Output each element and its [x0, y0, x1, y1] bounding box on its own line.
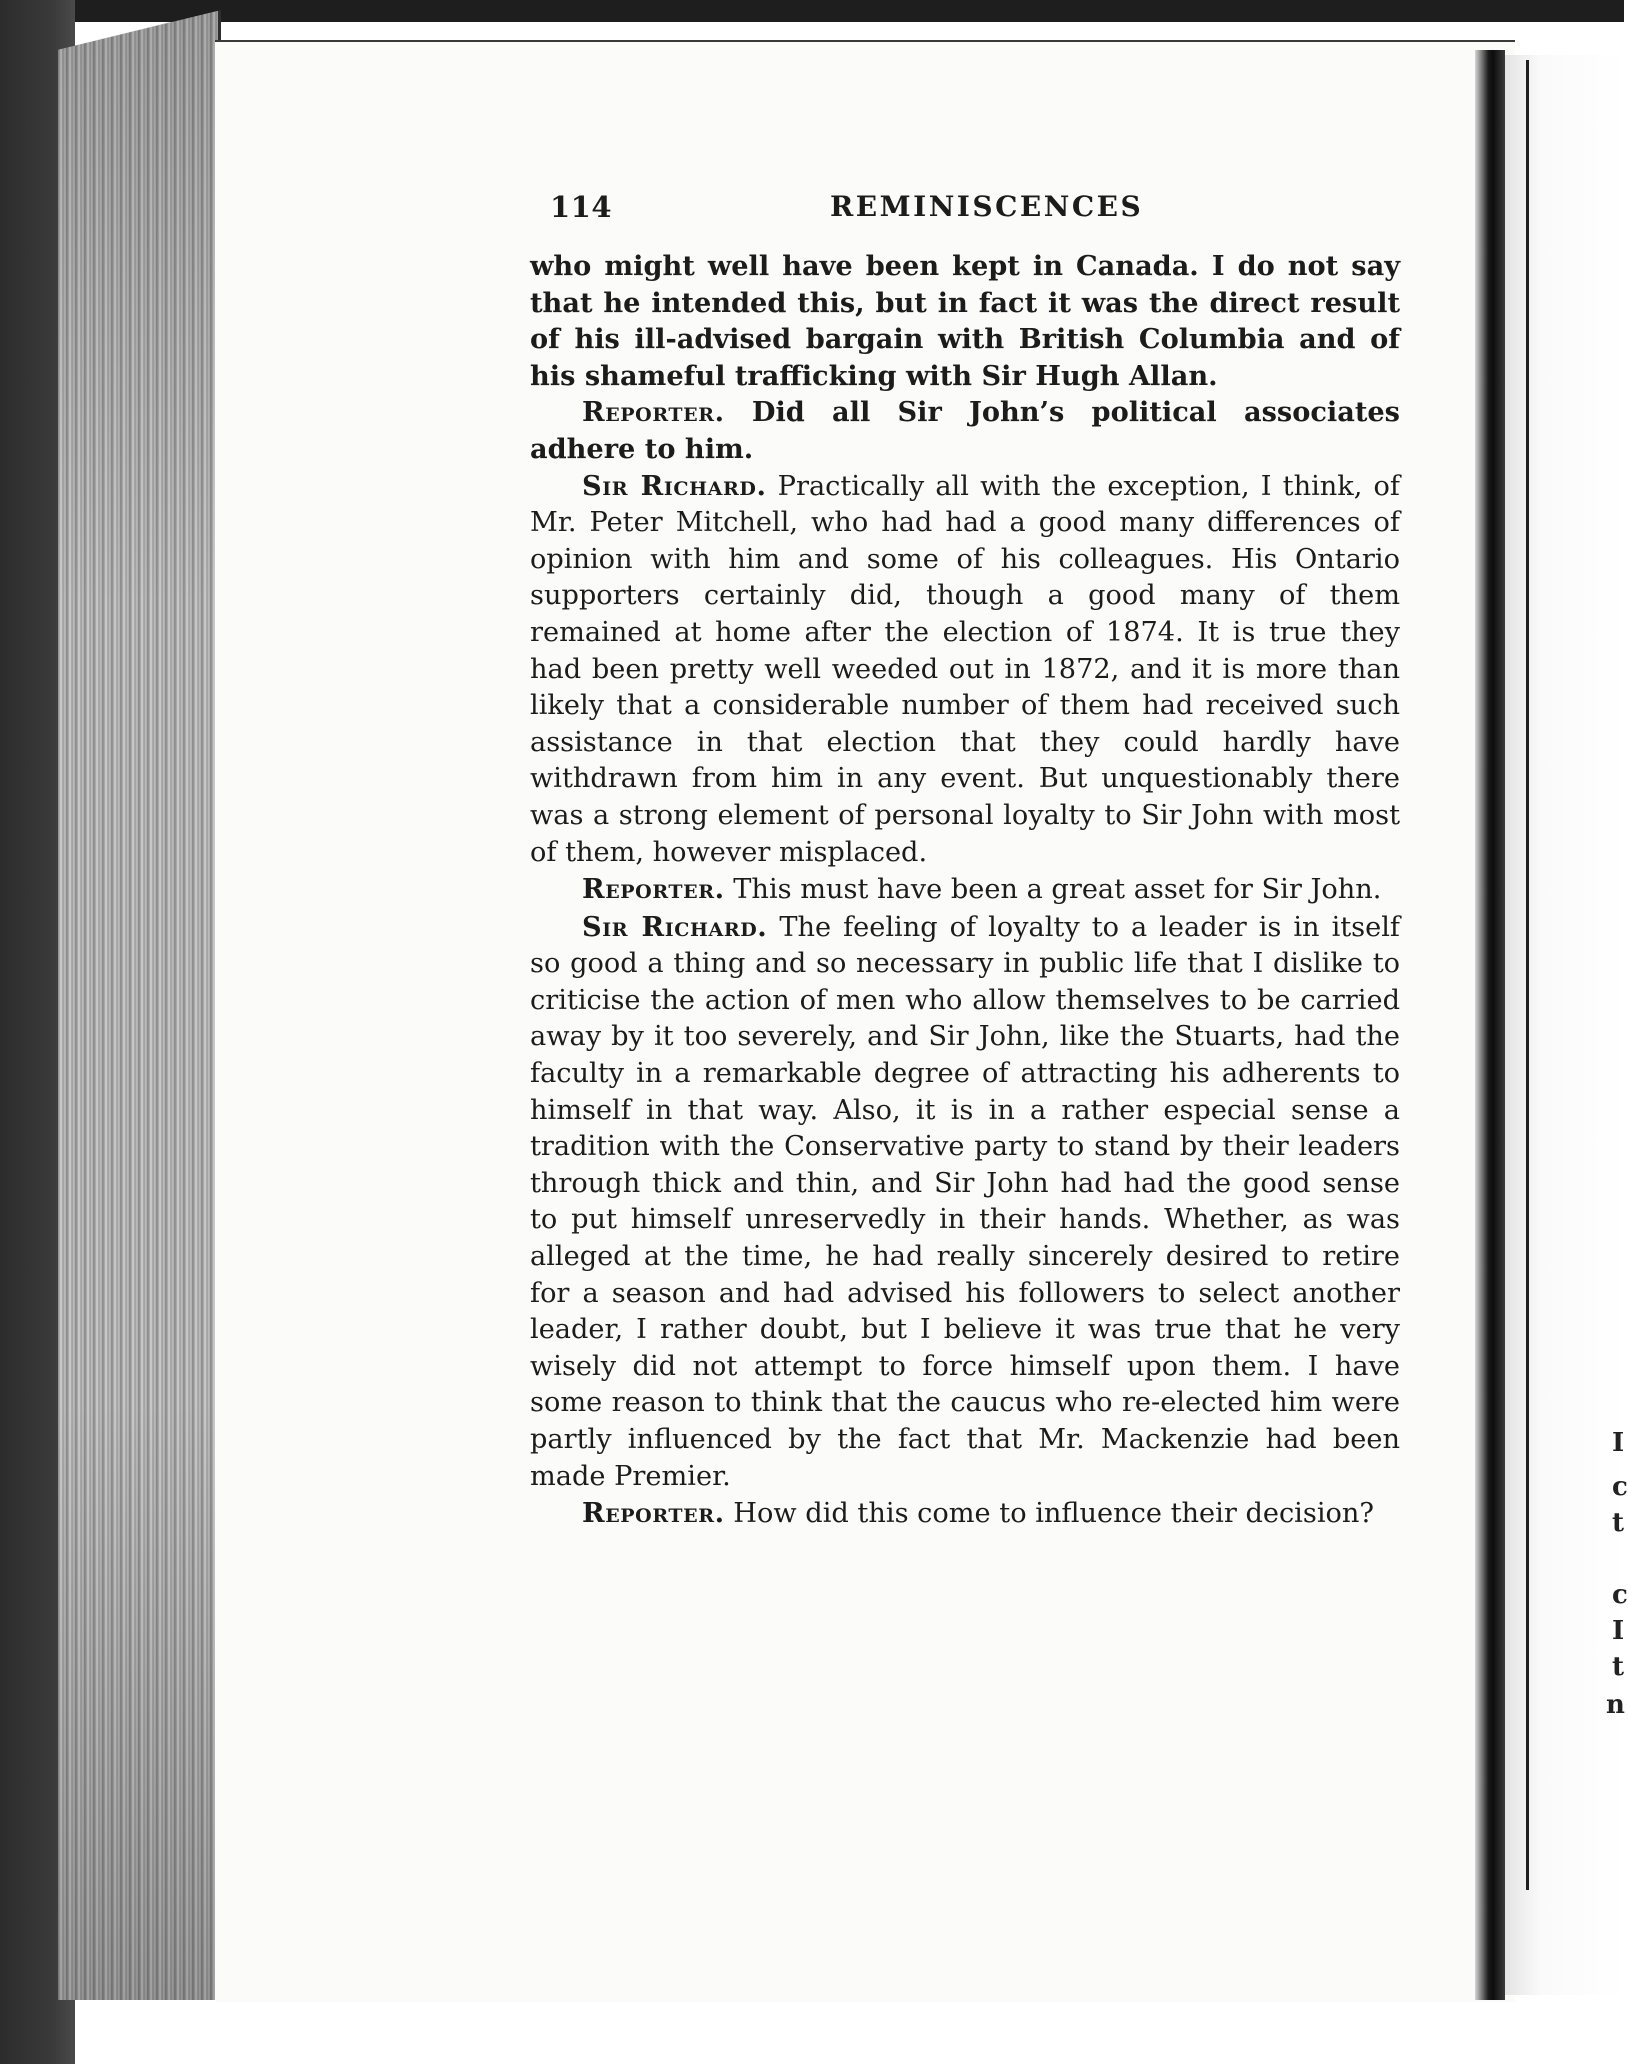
- page-number: 114: [550, 190, 613, 224]
- right-page-fragment: I: [1612, 1616, 1625, 1646]
- right-page-fragment: I: [1612, 1428, 1625, 1458]
- speaker-label: Sir Richard.: [582, 910, 768, 943]
- speaker-label: Sir Richard.: [582, 469, 767, 502]
- right-page-fragment: t: [1612, 1652, 1625, 1682]
- right-page-binding-line: [1526, 60, 1529, 1890]
- speaker-label: Reporter.: [582, 1497, 725, 1530]
- speaker-label: Reporter.: [582, 396, 725, 429]
- dialogue-paragraph: [530, 909, 1400, 1496]
- right-page-fragment: c: [1612, 1580, 1628, 1610]
- paragraph-text: This must have been a great asset for Sir John.: [724, 874, 1382, 906]
- paragraph-text: Did all Sir John’s political associates adhere to him.: [530, 396, 1400, 465]
- right-page-fragment: c: [1612, 1472, 1628, 1502]
- book-gutter: [1475, 50, 1505, 2000]
- dialogue-paragraph: [530, 871, 1400, 909]
- paragraph-text: The feeling of loyalty to a leader is in itself so good a thing and so necessary in public life that I dislike to criticise the action of men who allow themselves to be carried away by it too severely, and Sir John, like the Stuarts, had the faculty in a remarkable degree of attracting his adherents to himself in that way. Also, it is in a rather especial sense a tradition with the Conservative party to stand by their leaders through thick and thin, and Sir John had had the good sense to put himself unreservedly in their hands. Whether, as was alleged at the time, he had really sincerely desired to retire for a season and had advised his followers to select another leader, I rather doubt, but I believe it was true that he very wisely did not attempt to force himself upon them. I have some reason to think that the caucus who re-elected him were partly influenced by the fact that Mr. Mackenzie had been made Premier.: [530, 911, 1400, 1492]
- paragraph-continuation: [530, 248, 1400, 394]
- right-page-fragment: n: [1606, 1690, 1625, 1720]
- paragraph-text: How did this come to influence their decision?: [724, 1498, 1374, 1530]
- page-header: [530, 190, 1400, 242]
- speaker-label: Reporter.: [582, 873, 725, 906]
- page-fore-edge-shadow: [58, 10, 218, 2000]
- dialogue-paragraph: [530, 394, 1400, 467]
- paragraph-text: Practically all with the exception, I think, of Mr. Peter Mitchell, who had had a good many differences of opinion with him and some of his colleagues. His Ontario supporters certainly did, though a good many of them remained at home after the election of 1874. It is true they had been pretty well weeded out in 1872, and it is more than likely that a considerable number of them had received such assistance in that election that they could hardly have withdrawn from him in any event. But unquestionably there was a strong element of personal loyalty to Sir John with most of them, however misplaced.: [530, 470, 1400, 868]
- right-page-fragment: t: [1612, 1508, 1625, 1538]
- dialogue-paragraph: [530, 468, 1400, 872]
- scanner-top-band: [0, 0, 1624, 22]
- paragraph-text: who might well have been kept in Canada. I do not say that he intended this, but in fact it was the direct result of his ill-advised bargain with British Columbia and of his shameful trafficking with Sir Hugh Allan.: [530, 250, 1400, 392]
- dialogue-paragraph: [530, 1495, 1400, 1533]
- running-head: REMINISCENCES: [830, 190, 1144, 223]
- page-text-block: [530, 190, 1400, 1533]
